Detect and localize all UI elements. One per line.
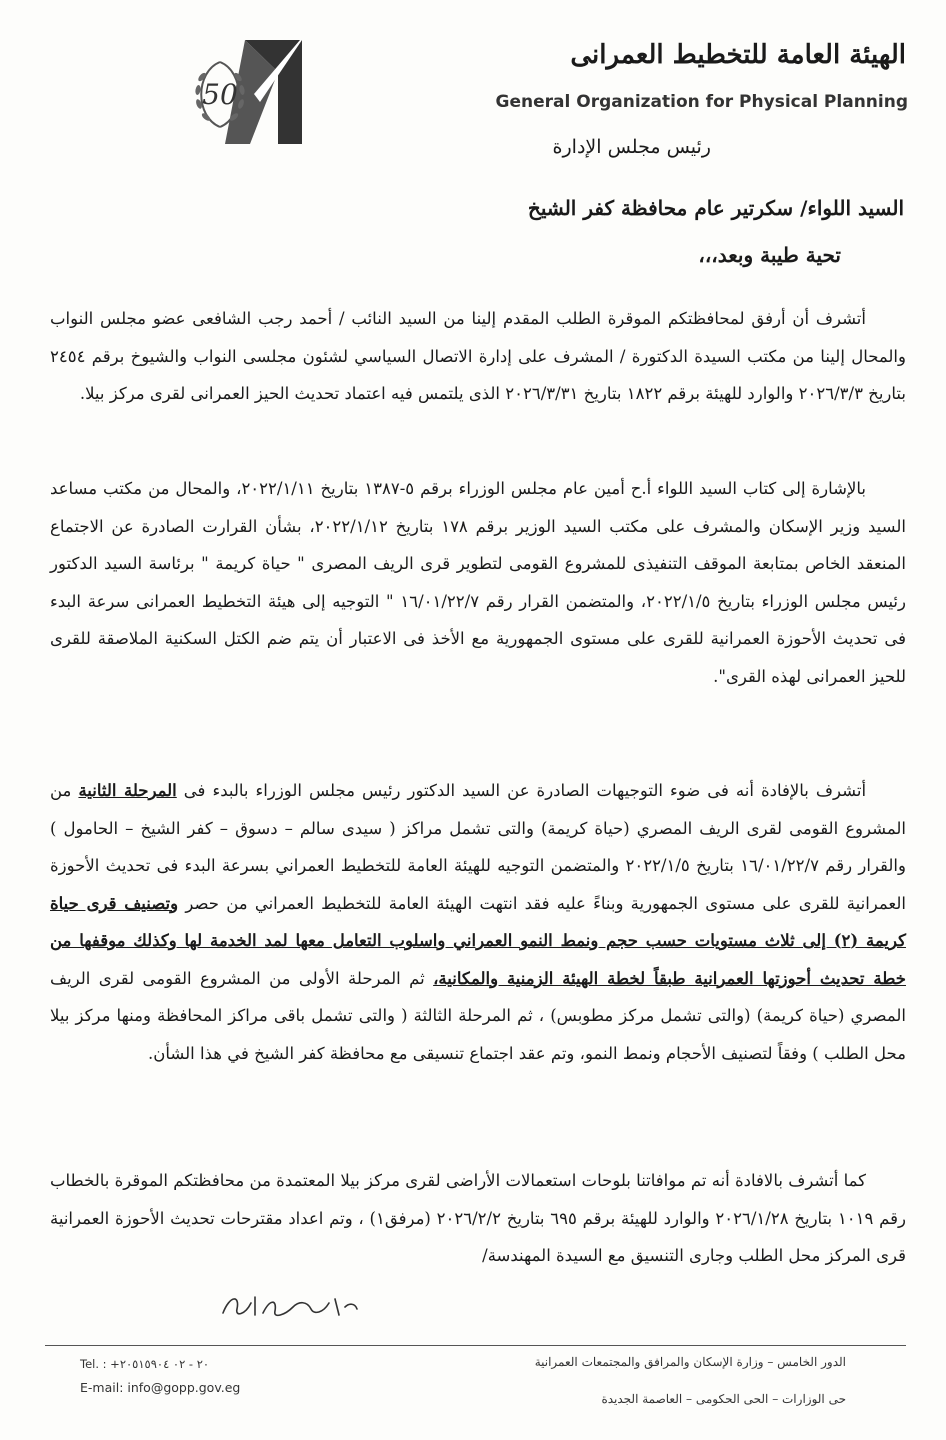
paragraph-2-text: بالإشارة إلى كتاب السيد اللواء أ.ح أمين عام مجلس الوزراء برقم ٥-١٣٨٧ بتاريخ ٢٠٢٢/١/١١، والمحال من مكتب مساعد السيد وزير الإسكان والمشرف على مكتب السيد الوزير برقم ١٧٨ بتاريخ ٢٠٢٢/١/١٢، بشأن القرارت الصادرة عن الاجتماع المنعقد الخاص بمتابعة الموقف التنفيذى للمشروع القومى لتطوير قرى الريف المصرى " حياة كريمة " برئاسة السيد الدكتور رئيس مجلس الوزراء بتاريخ ٢٠٢٢/١/٥، والمتضمن القرار رقم ١٦/٠١/٢٢/٧ " التوجيه إلى هيئة التخطيط العمرانى سرعة البدء فى تحديث الأحوزة العمرانية للقرى على مستوى الجمهورية مع الأخذ فى الاعتبار أن يتم ضم الكتل السكنية الملاصقة للقرى للحيز العمرانى لهذه القرى".	[50, 479, 906, 686]
paragraph-1	[50, 300, 906, 413]
paragraph-3-middle: من المشروع القومى لقرى الريف المصري (حياة كريمة) والتى تشمل مراكز ( سيدى سالم – دسوق – كفر الشيخ – الحامول ) والقرار رقم ١٦/٠١/٢٢/٧ بتاريخ ٢٠٢٢/١/٥ والمتضمن التوجيه للهيئة العامة للتخطيط العمراني بسرعة البدء فى تحديث الأحوزة العمرانية للقرى على مستوى الجمهورية وبناءً عليه فقد انتهت الهيئة العامة للتخطيط العمراني من حصر	[50, 781, 907, 913]
chairman-title: رئيس مجلس الإدارة	[552, 136, 711, 158]
paragraph-3-end: ثم المرحلة الأولى من المشروع القومى لقرى الريف المصري (حياة كريمة) (والتى تشمل مركز مطوبس) ، ثم المرحلة الثالثة ( والتى تشمل باقى مراكز المحافظة ومنها مركز بيلا محل الطلب ) وفقاً لتصنيف الأحجام ونمط النمو، وتم عقد اجتماع تنسيقى مع محافظة كفر الشيخ في هذا الشأن.	[50, 968, 906, 1063]
phase-two-emphasis: المرحلة الثانية	[78, 781, 177, 800]
greeting: تحية طيبة وبعد،،،	[698, 243, 841, 267]
footer-address-line-1: الدور الخامس – وزارة الإسكان والمرافق والمجتمعات العمرانية	[534, 1355, 846, 1369]
paragraph-2	[50, 470, 906, 695]
org-name-english: General Organization for Physical Planning	[495, 92, 908, 112]
addressee: السيد اللواء/ سكرتير عام محافظة كفر الشيخ	[527, 196, 904, 220]
paragraph-3	[50, 772, 906, 1072]
handwritten-initials	[215, 1285, 365, 1325]
org-name-arabic: الهيئة العامة للتخطيط العمرانى	[570, 40, 906, 70]
logo-number: 50	[202, 78, 238, 111]
footer-divider	[45, 1345, 906, 1346]
footer-address-line-2: حى الوزارات – الحى الحكومى – العاصمة الجديدة	[601, 1392, 846, 1406]
paragraph-4	[50, 1162, 906, 1275]
paragraph-3-intro: أتشرف بالإفادة أنه فى ضوء التوجيهات الصادرة عن السيد الدكتور رئيس مجلس الوزراء بالبدء فى	[183, 781, 867, 800]
paragraph-4-text: كما أتشرف بالافادة أنه تم موافاتنا بلوحات استعمالات الأراضى لقرى مركز بيلا المعتمدة من محافظتكم الموقرة بالخطاب رقم ١٠١٩ بتاريخ ٢٠٢٦/١/٢٨ والوارد للهيئة برقم ٦٩٥ بتاريخ ٢٠٢٦/٢/٢ (مرفق١) ، وتم اعداد مقترحات تحديث الأحوزة العمرانية قرى المركز محل الطلب وجارى التنسيق مع السيدة المهندسة/	[50, 1171, 906, 1265]
paragraph-3-text	[50, 772, 906, 1072]
footer-telephone: Tel. : +٢٠ - ٠٢ ٢٠٥١٥٩٠٤	[80, 1357, 210, 1371]
classification-emphasis: وتصنيف قرى حياة كريمة (٢) إلى ثلاث مستويات حسب حجم ونمط النمو العمراني واسلوب التعامل معها لمد الخدمة لها وكذلك موقفها من خطة تحديث أحوزتها العمرانية طبقاً لخطة الهيئة الزمنية والمكانية،	[50, 893, 906, 988]
footer-email: E-mail: info@gopp.gov.eg	[80, 1380, 241, 1395]
paragraph-1-text: أتشرف أن أرفق لمحافظتكم الموقرة الطلب المقدم إلينا من السيد النائب / أحمد رجب الشافعى عضو مجلس النواب والمحال إلينا من مكتب السيدة الدكتورة / المشرف على إدارة الاتصال السياسي لشئون مجلسى النواب والشيوخ برقم ٢٤٥٤ بتاريخ ٢٠٢٦/٣/٣ والوارد للهيئة برقم ١٨٢٢ بتاريخ ٢٠٢٦/٣/٣١ الذى يلتمس فيه اعتماد تحديث الحيز العمرانى لقرى مركز بيلا.	[50, 309, 906, 403]
gopp-logo-icon	[150, 32, 310, 157]
